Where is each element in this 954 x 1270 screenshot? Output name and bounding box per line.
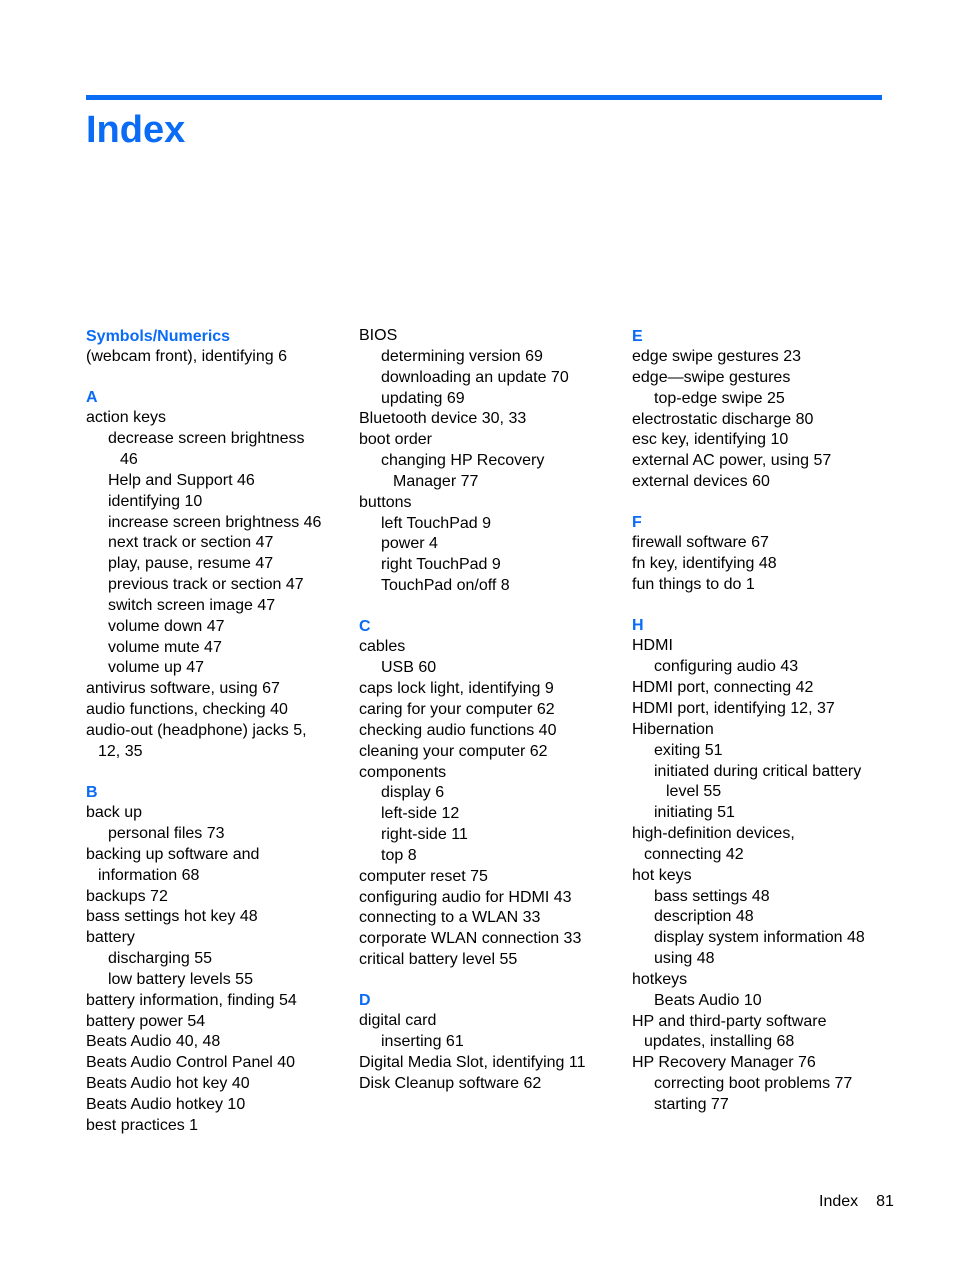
index-entry: fn key, identifying 48 bbox=[632, 555, 777, 573]
header-rule bbox=[86, 95, 882, 100]
index-subentry: changing HP Recovery bbox=[381, 452, 545, 470]
index-subentry: downloading an update 70 bbox=[381, 368, 569, 386]
index-entry: Beats Audio 40, 48 bbox=[86, 1033, 221, 1051]
index-subentry: Beats Audio 10 bbox=[654, 991, 762, 1009]
index-entry: edge swipe gestures 23 bbox=[632, 348, 801, 365]
index-entry: HP Recovery Manager 76 bbox=[632, 1054, 816, 1072]
section-heading: B bbox=[86, 784, 98, 802]
index-entry: best practices 1 bbox=[86, 1116, 199, 1134]
section-gap bbox=[632, 596, 882, 616]
index-subentry: display 6 bbox=[381, 784, 445, 802]
index-subentry: USB 60 bbox=[381, 659, 437, 677]
index-subentry: play, pause, resume 47 bbox=[108, 555, 274, 573]
index-entry: configuring audio for HDMI 43 bbox=[359, 888, 572, 906]
index-subentry: Manager 77 bbox=[393, 472, 479, 490]
index-subentry: Help and Support 46 bbox=[108, 471, 255, 489]
index-entry: fun things to do 1 bbox=[632, 576, 755, 594]
index-entry: computer reset 75 bbox=[359, 867, 488, 885]
index-entry: critical battery level 55 bbox=[359, 951, 518, 969]
index-subentry: display system information 48 bbox=[654, 929, 865, 947]
index-entry: components bbox=[359, 763, 447, 781]
index-entry: HDMI port, connecting 42 bbox=[632, 679, 814, 697]
index-entry: edge—swipe gestures bbox=[632, 368, 791, 386]
index-subentry: using 48 bbox=[654, 950, 715, 968]
index-subentry: next track or section 47 bbox=[108, 534, 274, 552]
index-subentry: bass settings 48 bbox=[654, 887, 770, 905]
index-subentry: power 4 bbox=[381, 535, 438, 553]
index-entry: hot keys bbox=[632, 866, 692, 884]
index-entry: HDMI bbox=[632, 637, 673, 655]
index-subentry: switch screen image 47 bbox=[108, 596, 276, 614]
index-subentry: top 8 bbox=[381, 846, 417, 864]
index-entry: Hibernation bbox=[632, 720, 714, 738]
section-heading: E bbox=[632, 328, 643, 345]
index-subentry: right-side 11 bbox=[381, 826, 468, 844]
index-subentry: discharging 55 bbox=[108, 950, 213, 968]
section-heading: H bbox=[632, 617, 644, 635]
page-footer bbox=[819, 1192, 894, 1212]
index-subentry: starting 77 bbox=[654, 1096, 729, 1113]
index-entry: Bluetooth device 30, 33 bbox=[359, 410, 527, 428]
index-entry: HP and third-party software bbox=[632, 1012, 827, 1030]
index-entry: checking audio functions 40 bbox=[359, 721, 557, 739]
index-subentry: identifying 10 bbox=[108, 492, 203, 510]
index-entry: external AC power, using 57 bbox=[632, 452, 832, 470]
index-subentry: level 55 bbox=[666, 783, 722, 801]
index-subentry: correcting boot problems 77 bbox=[654, 1075, 853, 1093]
index-entry: Beats Audio hot key 40 bbox=[86, 1075, 250, 1093]
index-column-1 bbox=[86, 326, 336, 1137]
index-subentry: description 48 bbox=[654, 908, 754, 926]
index-entry: Beats Audio Control Panel 40 bbox=[86, 1054, 296, 1072]
index-entry: 12, 35 bbox=[98, 742, 143, 760]
index-entry: firewall software 67 bbox=[632, 534, 769, 552]
section-gap bbox=[632, 493, 882, 513]
index-entry: hotkeys bbox=[632, 970, 688, 988]
index-entry: connecting to a WLAN 33 bbox=[359, 909, 541, 927]
index-entry: back up bbox=[86, 804, 143, 822]
index-entry: caring for your computer 62 bbox=[359, 701, 555, 718]
index-entry: backups 72 bbox=[86, 887, 168, 905]
section-heading: D bbox=[359, 992, 371, 1010]
index-entry: audio functions, checking 40 bbox=[86, 701, 288, 719]
index-entry: information 68 bbox=[98, 866, 200, 884]
index-subentry: configuring audio 43 bbox=[654, 658, 799, 676]
index-entry: bass settings hot key 48 bbox=[86, 908, 258, 926]
index-column-2 bbox=[359, 326, 609, 1095]
index-subentry: volume down 47 bbox=[108, 617, 225, 635]
index-subentry: initiating 51 bbox=[654, 804, 735, 822]
index-subentry: exiting 51 bbox=[654, 741, 723, 759]
index-subentry: volume up 47 bbox=[108, 659, 205, 677]
index-subentry: top-edge swipe 25 bbox=[654, 389, 785, 407]
index-subentry: decrease screen brightness bbox=[108, 430, 305, 448]
index-subentry: left TouchPad 9 bbox=[381, 514, 492, 532]
index-entry: battery bbox=[86, 929, 135, 947]
index-subentry: TouchPad on/off 8 bbox=[381, 577, 510, 595]
index-entry: caps lock light, identifying 9 bbox=[359, 680, 554, 698]
index-subentry: inserting 61 bbox=[381, 1033, 464, 1051]
index-entry: Digital Media Slot, identifying 11 bbox=[359, 1054, 586, 1072]
index-entry: connecting 42 bbox=[644, 845, 744, 863]
index-entry: esc key, identifying 10 bbox=[632, 431, 789, 449]
footer-label: Index bbox=[819, 1193, 859, 1210]
index-entry: action keys bbox=[86, 409, 167, 427]
index-entry: Beats Audio hotkey 10 bbox=[86, 1096, 246, 1113]
section-gap bbox=[359, 971, 609, 991]
index-subentry: low battery levels 55 bbox=[108, 970, 253, 988]
index-subentry: personal files 73 bbox=[108, 825, 225, 843]
section-gap bbox=[86, 368, 336, 388]
index-entry: (webcam front), identifying 6 bbox=[86, 348, 287, 365]
index-subentry: determining version 69 bbox=[381, 347, 543, 365]
page-number: 81 bbox=[876, 1193, 894, 1210]
index-subentry: left-side 12 bbox=[381, 805, 460, 823]
index-entry: buttons bbox=[359, 493, 412, 511]
index-entry: battery power 54 bbox=[86, 1012, 206, 1030]
index-entry: audio-out (headphone) jacks 5, bbox=[86, 722, 307, 739]
index-subentry: increase screen brightness 46 bbox=[108, 513, 322, 531]
index-entry: corporate WLAN connection 33 bbox=[359, 930, 582, 948]
index-entry: digital card bbox=[359, 1012, 437, 1030]
index-entry: antivirus software, using 67 bbox=[86, 680, 280, 698]
index-subentry: previous track or section 47 bbox=[108, 576, 304, 594]
index-entry: battery information, finding 54 bbox=[86, 991, 297, 1009]
index-column-3 bbox=[632, 326, 882, 1116]
index-entry: external devices 60 bbox=[632, 473, 770, 491]
index-entry: cables bbox=[359, 638, 406, 656]
index-subentry: right TouchPad 9 bbox=[381, 556, 501, 574]
index-entry: electrostatic discharge 80 bbox=[632, 410, 814, 428]
page-title: Index bbox=[86, 109, 186, 151]
index-entry: backing up software and bbox=[86, 845, 260, 863]
section-heading: A bbox=[86, 389, 98, 407]
index-subentry: initiated during critical battery bbox=[654, 762, 862, 780]
section-gap bbox=[86, 763, 336, 783]
section-heading: C bbox=[359, 618, 371, 636]
index-entry: boot order bbox=[359, 431, 432, 449]
index-entry: Disk Cleanup software 62 bbox=[359, 1075, 542, 1092]
index-entry: cleaning your computer 62 bbox=[359, 742, 548, 760]
index-entry: high-definition devices, bbox=[632, 825, 795, 843]
index-entry: updates, installing 68 bbox=[644, 1033, 795, 1051]
index-entry: BIOS bbox=[359, 327, 398, 344]
index-subentry: 46 bbox=[120, 451, 138, 469]
index-subentry: volume mute 47 bbox=[108, 638, 222, 656]
section-heading: F bbox=[632, 514, 642, 532]
index-subentry: updating 69 bbox=[381, 389, 465, 407]
section-gap bbox=[359, 597, 609, 617]
index-entry: HDMI port, identifying 12, 37 bbox=[632, 699, 835, 717]
section-heading: Symbols/Numerics bbox=[86, 328, 231, 345]
